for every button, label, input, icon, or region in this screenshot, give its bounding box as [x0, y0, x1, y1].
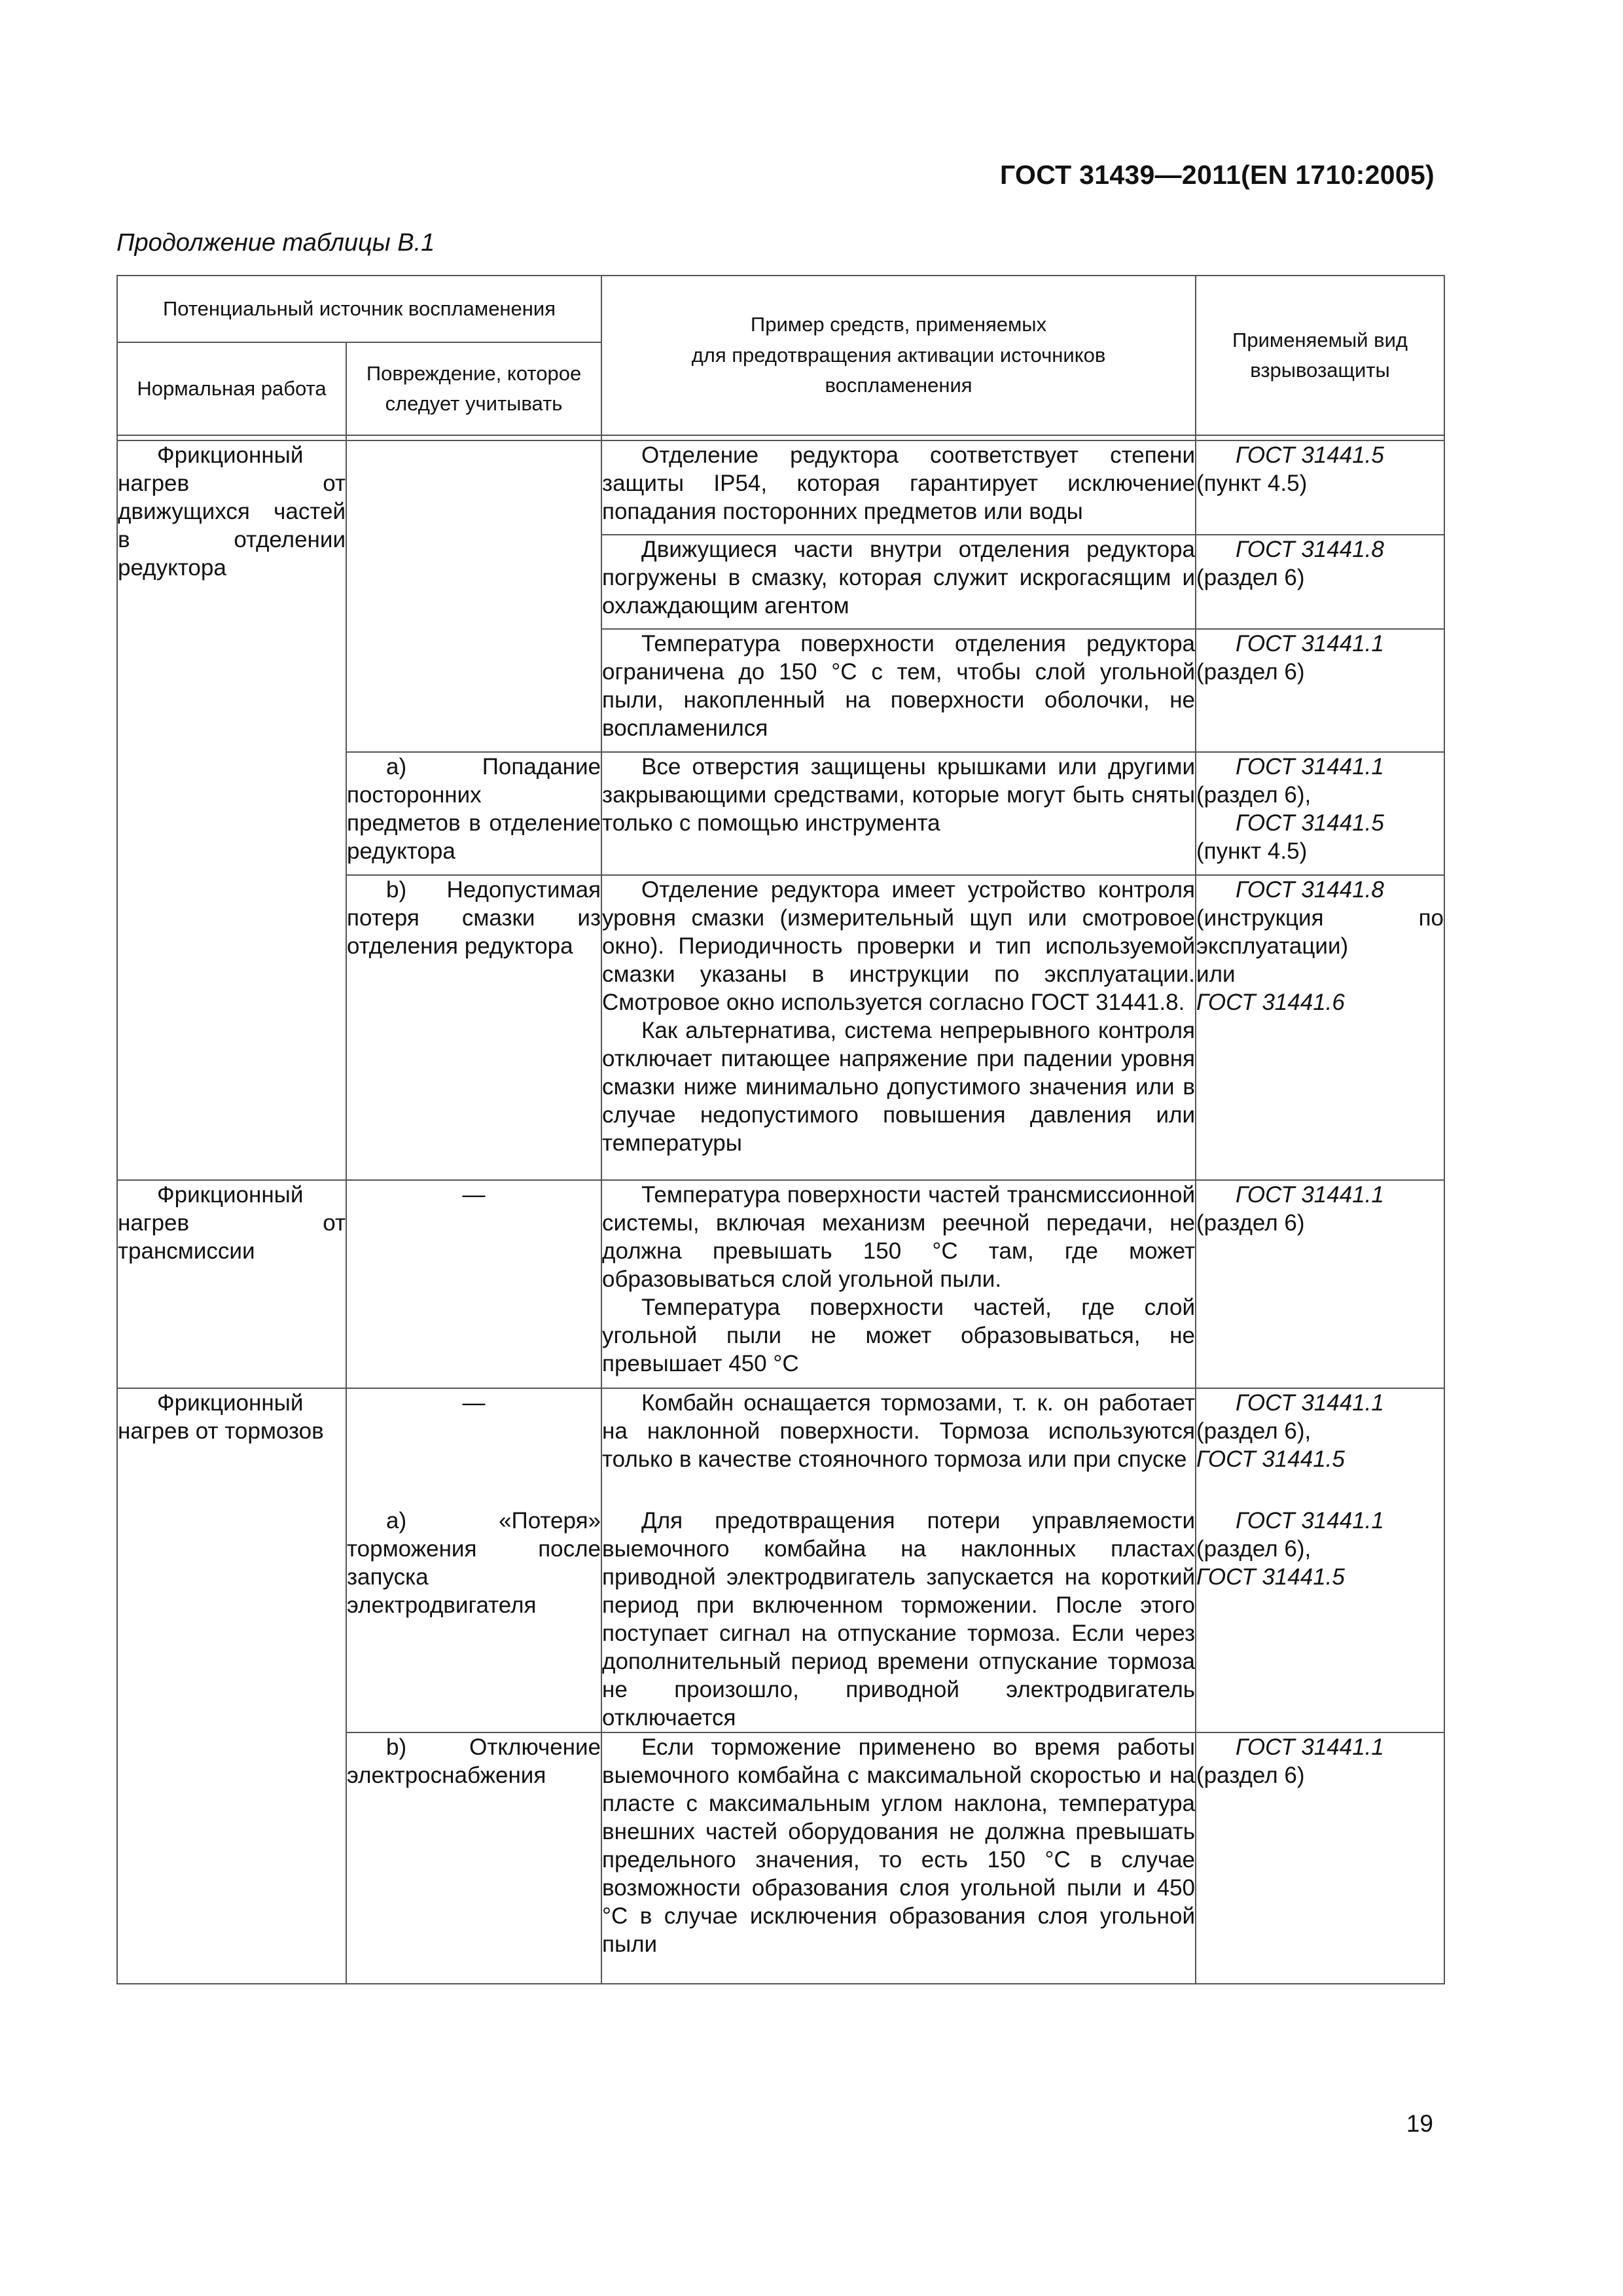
- source-cell: Фрикционный нагрев от трансмиссии: [117, 1180, 346, 1388]
- damage-cell: b) Отключение электроснабжения: [346, 1732, 601, 1984]
- table-row: [117, 1388, 1444, 1507]
- header-protection: Применяемый вид взрывозащиты: [1196, 276, 1444, 435]
- example-cell: Температура поверхности отделения редуктора ограничена до 150 °С с тем, чтобы слой угольной пыли, накопленный на поверхности оболочки, не воспламенился: [601, 629, 1196, 752]
- header-ignition-source: Потенциальный источник воспламенения: [117, 276, 601, 342]
- damage-cell: а) «Потеря» торможения после запуска электродвигателя: [346, 1507, 601, 1732]
- example-cell: Температура поверхности частей трансмиссионной системы, включая механизм реечной передачи, не должна превышать 150 °С там, где может образовываться слой угольной пыли. Температура поверхности частей, где слой угольной пыли не может образовываться, не превышает 450 °С: [601, 1180, 1196, 1388]
- reference-cell: ГОСТ 31441.8 (инструкция по эксплуатации) или ГОСТ 31441.6: [1196, 875, 1444, 1180]
- header-example: Пример средств, применяемых для предотвращения активации источников воспламенения: [601, 276, 1196, 435]
- reference-cell: ГОСТ 31441.5 (пункт 4.5): [1196, 440, 1444, 535]
- hazard-table: [116, 275, 1445, 1984]
- reference-cell: ГОСТ 31441.1 (раздел 6), ГОСТ 31441.5: [1196, 1507, 1444, 1732]
- example-cell: Все отверстия защищены крышками или другими закрывающими средствами, которые могут быть сняты только с помощью инструмента: [601, 752, 1196, 875]
- example-cell: Отделение редуктора соответствует степени защиты IP54, которая гарантирует исключение попадания посторонних предметов или воды: [601, 440, 1196, 535]
- source-cell: Фрикционный нагрев от движущихся частей в отделении редуктора: [117, 440, 346, 1180]
- example-cell: Отделение редуктора имеет устройство контроля уровня смазки (измерительный щуп или смотровое окно). Периодичность проверки и тип используемой смазки указаны в инструкции по эксплуатации. Смотровое окно используется согласно ГОСТ 31441.8. Как альтернатива, система непрерывного контроля отключает питающее напряжение при падении уровня смазки ниже минимально допустимого значения или в случае недопустимого повышения давления или температуры: [601, 875, 1196, 1180]
- example-cell: Движущиеся части внутри отделения редуктора погружены в смазку, которая служит искрогасящим и охлаждающим агентом: [601, 535, 1196, 629]
- example-cell: Если торможение применено во время работы выемочного комбайна с максимальной скоростью и на пласте с максимальным углом наклона, температура внешних частей оборудования не должна превышать предельного значения, то есть 150 °С в случае возможности образования слоя угольной пыли и 450 °С в случае исключения образования слоя угольной пыли: [601, 1732, 1196, 1984]
- damage-cell: b) Недопустимая потеря смазки из отделения редуктора: [346, 875, 601, 1180]
- reference-cell: ГОСТ 31441.8 (раздел 6): [1196, 535, 1444, 629]
- reference-cell: ГОСТ 31441.1 (раздел 6): [1196, 629, 1444, 752]
- table-row: [117, 1180, 1444, 1388]
- reference-cell: ГОСТ 31441.1 (раздел 6), ГОСТ 31441.5 (пункт 4.5): [1196, 752, 1444, 875]
- header-normal-operation: Нормальная работа: [117, 342, 346, 435]
- example-cell: Комбайн оснащается тормозами, т. к. он работает на наклонной поверхности. Тормоза используются только в качестве стояночного тормоза или при спуске: [601, 1388, 1196, 1507]
- table-caption: Продолжение таблицы В.1: [116, 229, 435, 257]
- reference-cell: ГОСТ 31441.1 (раздел 6): [1196, 1732, 1444, 1984]
- document-header: ГОСТ 31439—2011(EN 1710:2005): [1000, 160, 1435, 190]
- damage-cell: [346, 440, 601, 752]
- damage-cell: —: [346, 1180, 601, 1388]
- table-row: [117, 440, 1444, 535]
- page-number: 19: [1406, 2110, 1433, 2137]
- source-cell: Фрикционный нагрев от тормозов: [117, 1388, 346, 1984]
- reference-cell: ГОСТ 31441.1 (раздел 6), ГОСТ 31441.5: [1196, 1388, 1444, 1507]
- damage-cell: —: [346, 1388, 601, 1507]
- reference-cell: ГОСТ 31441.1 (раздел 6): [1196, 1180, 1444, 1388]
- example-cell: Для предотвращения потери управляемости выемочного комбайна на наклонных пластах приводной электродвигатель запускается на короткий период при включенном торможении. После этого поступает сигнал на отпускание тормоза. Если через дополнительный период времени отпускание тормоза не произошло, приводной электродвигатель отключается: [601, 1507, 1196, 1732]
- damage-cell: а) Попадание посторонних предметов в отделение редуктора: [346, 752, 601, 875]
- header-damage: Повреждение, которое следует учитывать: [346, 342, 601, 435]
